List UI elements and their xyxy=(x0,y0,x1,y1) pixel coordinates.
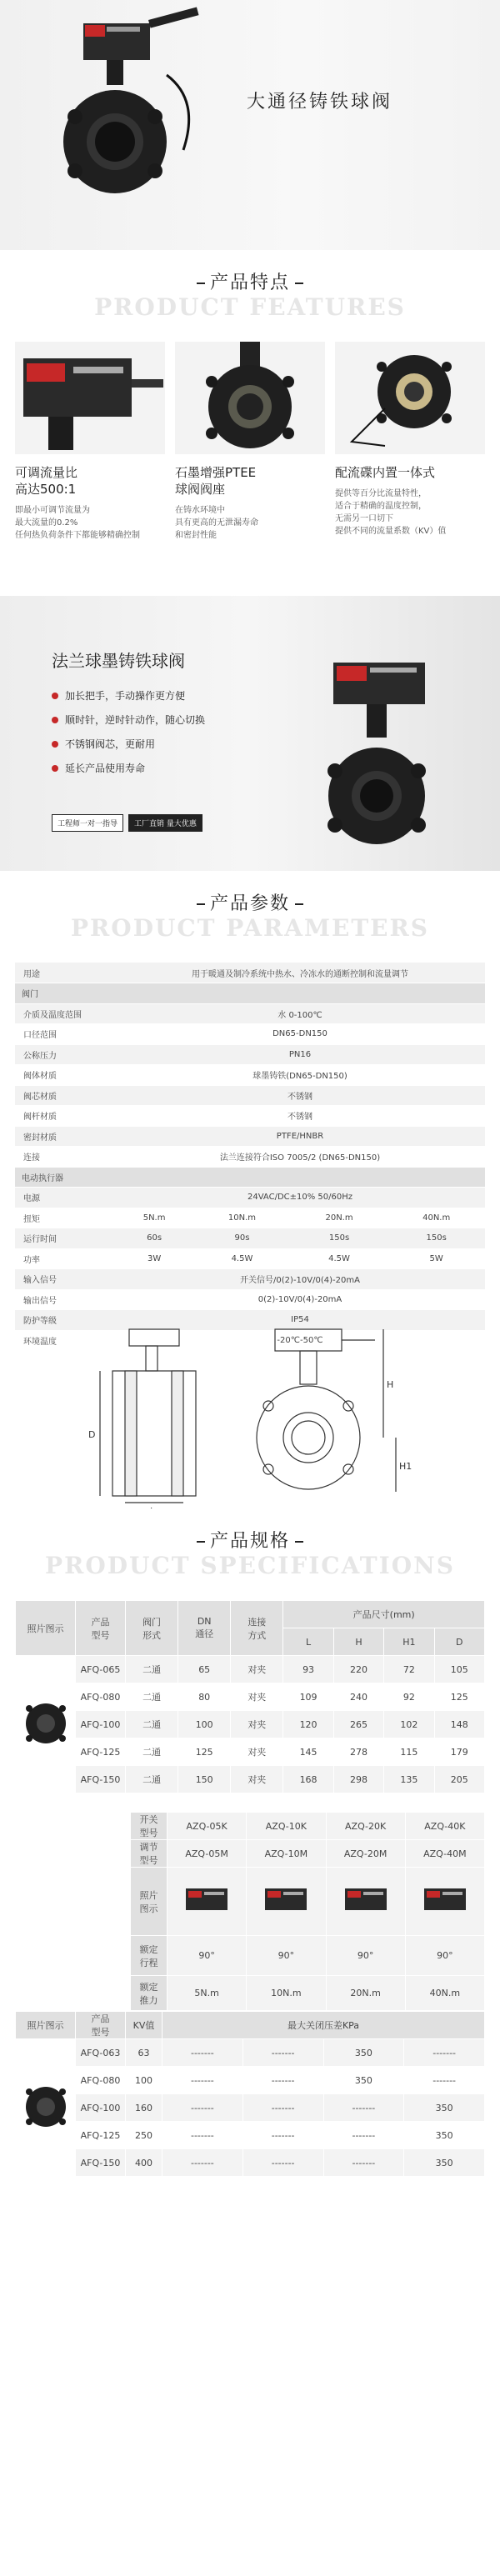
table-cell: 运行时间 xyxy=(15,1228,115,1249)
table-cell: 145 xyxy=(283,1738,333,1766)
table-cell: DN65-DN150 xyxy=(115,1024,485,1045)
dimension-drawing-svg xyxy=(0,1321,500,1508)
table-cell: AZQ-40K xyxy=(405,1813,484,1840)
table-cell: ------- xyxy=(242,2067,323,2094)
table-cell: H1 xyxy=(384,1628,434,1656)
table-row xyxy=(16,1738,485,1766)
table-cell: 10N.m xyxy=(247,1976,326,2011)
table-cell: 179 xyxy=(434,1738,484,1766)
table-cell: 开关信号/0(2)-10V/0(4)-20mA xyxy=(115,1269,485,1290)
table-cell: 150s xyxy=(291,1228,388,1249)
table-cell: 法兰连接符合ISO 7005/2 (DN65-DN150) xyxy=(115,1147,485,1168)
table-cell: 对夹 xyxy=(231,1656,283,1683)
table-cell: ------- xyxy=(323,2122,404,2149)
section-title-en: PRODUCT PARAMETERS xyxy=(70,914,430,942)
table-cell: ------- xyxy=(242,2149,323,2177)
table-cell: AZQ-40M xyxy=(405,1840,484,1868)
feature-image xyxy=(175,342,325,454)
table-row xyxy=(16,2067,485,2094)
parameters-heading xyxy=(0,871,500,963)
table-row xyxy=(15,1248,485,1269)
table-cell: 65 xyxy=(178,1656,231,1683)
features-heading xyxy=(0,250,500,342)
feature-description: 即最小可调节流量为 最大流量的0.2% 任何热负荷条件下都能够精确控制 xyxy=(15,506,140,540)
table-cell: 额定 行程 xyxy=(131,1936,168,1976)
table-cell: 对夹 xyxy=(231,1683,283,1711)
table-cell: 220 xyxy=(333,1656,383,1683)
table-cell: AZQ-05M xyxy=(168,1840,247,1868)
table-cell: AFQ-125 xyxy=(76,2122,126,2149)
table-cell: 水 0-100℃ xyxy=(115,1003,485,1024)
list-item: 加长把手，手动操作更方便 xyxy=(52,683,205,708)
table-cell: 72 xyxy=(384,1656,434,1683)
table-cell: 40N.m xyxy=(405,1976,484,2011)
table-cell: 90° xyxy=(326,1936,405,1976)
table-cell: 最大关闭压差KPa xyxy=(162,2012,485,2039)
hero-banner xyxy=(0,0,500,250)
table-cell: 功率 xyxy=(15,1248,115,1269)
table-cell: 125 xyxy=(178,1738,231,1766)
specifications-heading xyxy=(0,1508,500,1600)
table-cell: 205 xyxy=(434,1766,484,1793)
dimension-drawings xyxy=(0,1321,500,1508)
feature-card xyxy=(175,342,325,596)
table-cell: 二通 xyxy=(126,1683,178,1711)
table-cell: 10N.m xyxy=(193,1208,291,1228)
table-cell: 105 xyxy=(434,1656,484,1683)
section-title-cn: 产品特点 xyxy=(0,268,500,294)
table-header-row xyxy=(16,2012,485,2039)
table-cell: 对夹 xyxy=(231,1738,283,1766)
features-list xyxy=(0,342,500,596)
table-cell: ------- xyxy=(162,2067,243,2094)
table-row xyxy=(15,1044,485,1065)
product-photo xyxy=(16,1656,76,1793)
table-cell: 阀杆材质 xyxy=(15,1106,115,1127)
table-row xyxy=(15,1188,485,1208)
table-cell: AFQ-080 xyxy=(76,2067,126,2094)
table-row xyxy=(131,1813,485,1840)
table-cell: 160 xyxy=(126,2094,162,2122)
table-cell: 350 xyxy=(404,2122,485,2149)
table-row xyxy=(15,1289,485,1310)
section-title-en: PRODUCT SPECIFICATIONS xyxy=(45,1552,455,1579)
table-cell: 168 xyxy=(283,1766,333,1793)
table-row xyxy=(15,1003,485,1024)
table-cell: 125 xyxy=(434,1683,484,1711)
table-cell: 63 xyxy=(126,2039,162,2067)
valve-product-image xyxy=(317,654,458,863)
table-cell: 阀门 形式 xyxy=(126,1601,178,1656)
table-cell: 介质及温度范围 xyxy=(15,1003,115,1024)
actuator-photo xyxy=(247,1868,326,1936)
table-cell: 240 xyxy=(333,1683,383,1711)
table-cell: 额定 推力 xyxy=(131,1976,168,2011)
table-cell: H xyxy=(333,1628,383,1656)
table-cell: 60s xyxy=(115,1228,193,1249)
feature-title: 可调流量比 高达500:1 xyxy=(15,465,78,497)
table-cell: ------- xyxy=(162,2094,243,2122)
promo-badges xyxy=(52,814,208,832)
list-item: 不锈钢阀芯，更耐用 xyxy=(52,732,205,756)
table-cell: 产品尺寸(mm) xyxy=(283,1601,485,1628)
badge-engineer: 工程师一对一指导 xyxy=(52,814,123,832)
table-cell: ------- xyxy=(162,2039,243,2067)
table-cell: 350 xyxy=(404,2149,485,2177)
table-cell: 阀体材质 xyxy=(15,1065,115,1086)
table-cell: 用于暖通及制冷系统中热水、冷冻水的通断控制和流量调节 xyxy=(115,963,485,983)
table-cell: AFQ-150 xyxy=(76,1766,126,1793)
table-cell: D xyxy=(434,1628,484,1656)
table-cell: ------- xyxy=(323,2149,404,2177)
table-cell: ------- xyxy=(242,2039,323,2067)
table-cell: 开关 型号 xyxy=(131,1813,168,1840)
table-cell: 照片图示 xyxy=(16,2012,76,2039)
bullet-icon xyxy=(52,717,58,723)
table-cell: IP54 xyxy=(115,1310,485,1331)
actuator-photo xyxy=(405,1868,484,1936)
feature-card xyxy=(15,342,165,596)
table-cell: 109 xyxy=(283,1683,333,1711)
table-cell: 265 xyxy=(333,1711,383,1738)
table-group-row xyxy=(15,983,485,1004)
table-cell: AFQ-100 xyxy=(76,2094,126,2122)
table-cell: ------- xyxy=(242,2094,323,2122)
table-row xyxy=(131,1868,485,1936)
dim-label-h: H xyxy=(387,1379,394,1390)
table-cell: 阀芯材质 xyxy=(15,1085,115,1106)
bullet-icon xyxy=(52,741,58,748)
table-cell: AFQ-100 xyxy=(76,1711,126,1738)
table-cell: 电源 xyxy=(15,1188,115,1208)
table-cell: 90° xyxy=(247,1936,326,1976)
table-group-row xyxy=(15,1167,485,1188)
table-cell: 连接 xyxy=(15,1147,115,1168)
table-row xyxy=(131,1976,485,2011)
table-row xyxy=(16,1766,485,1793)
feature-image xyxy=(335,342,485,454)
dim-label-d: D xyxy=(88,1429,96,1440)
section-title-en: PRODUCT FEATURES xyxy=(94,293,406,321)
table-cell: 93 xyxy=(283,1656,333,1683)
feature-description: 提供等百分比流量特性， 适合于精确的温度控制， 无需另一口切下 提供不同的流量系数（KV）值 xyxy=(335,489,447,536)
table-cell: 250 xyxy=(126,2122,162,2149)
table-cell: AFQ-063 xyxy=(76,2039,126,2067)
table-cell: 连接 方式 xyxy=(231,1601,283,1656)
actuator-photo xyxy=(168,1868,247,1936)
table-cell: ------- xyxy=(162,2122,243,2149)
table-row xyxy=(16,2122,485,2149)
table-cell: 调节 型号 xyxy=(131,1840,168,1868)
table-row xyxy=(131,1840,485,1868)
table-cell: 90s xyxy=(193,1228,291,1249)
table-cell: PN16 xyxy=(115,1044,485,1065)
table-cell: 350 xyxy=(323,2067,404,2094)
table-cell: 100 xyxy=(126,2067,162,2094)
table-row xyxy=(16,2149,485,2177)
table-cell: 用途 xyxy=(15,963,115,983)
kv-table xyxy=(15,2011,485,2177)
table-cell: 阀门 xyxy=(15,983,485,1004)
table-cell: 产品 型号 xyxy=(76,2012,126,2039)
table-cell: 20N.m xyxy=(326,1976,405,2011)
table-cell: 350 xyxy=(323,2039,404,2067)
table-cell: 公称压力 xyxy=(15,1044,115,1065)
feature-card xyxy=(335,342,485,596)
section-title-cn: 产品参数 xyxy=(0,889,500,915)
spec-table-wrapper xyxy=(0,1600,500,2177)
table-cell: 环境温度 xyxy=(15,1330,115,1351)
table-cell: ------- xyxy=(323,2094,404,2122)
table-cell: 二通 xyxy=(126,1656,178,1683)
table-cell: 二通 xyxy=(126,1711,178,1738)
table-cell: 120 xyxy=(283,1711,333,1738)
table-cell: 278 xyxy=(333,1738,383,1766)
table-row xyxy=(15,1085,485,1106)
actuator-table xyxy=(130,1812,485,2011)
table-cell: 400 xyxy=(126,2149,162,2177)
promo-bullet-list xyxy=(52,683,205,780)
table-cell: 二通 xyxy=(126,1766,178,1793)
table-cell: 135 xyxy=(384,1766,434,1793)
section-title-cn: 产品规格 xyxy=(0,1527,500,1553)
table-cell: AZQ-20M xyxy=(326,1840,405,1868)
table-cell: 0(2)-10V/0(4)-20mA xyxy=(115,1289,485,1310)
table-row xyxy=(15,1126,485,1147)
table-row xyxy=(16,2094,485,2122)
table-cell: 防护等级 xyxy=(15,1310,115,1331)
table-cell: -20℃-50℃ xyxy=(115,1330,485,1351)
bullet-icon xyxy=(52,765,58,772)
table-cell: AZQ-20K xyxy=(326,1813,405,1840)
table-cell: AZQ-10K xyxy=(247,1813,326,1840)
table-cell: 298 xyxy=(333,1766,383,1793)
table-cell: 5N.m xyxy=(115,1208,193,1228)
table-cell: 90° xyxy=(168,1936,247,1976)
table-row xyxy=(16,2039,485,2067)
badge-factory: 工厂直销 量大优惠 xyxy=(128,814,202,832)
table-cell: 口径范围 xyxy=(15,1024,115,1045)
parameters-table-wrapper xyxy=(0,963,500,1347)
table-cell: 5W xyxy=(388,1248,485,1269)
feature-title: 配流碟内置一体式 xyxy=(335,465,436,480)
table-cell: 102 xyxy=(384,1711,434,1738)
table-cell: 5N.m xyxy=(168,1976,247,2011)
table-cell: 115 xyxy=(384,1738,434,1766)
table-cell: 350 xyxy=(404,2094,485,2122)
dim-label-h1: H1 xyxy=(399,1461,412,1472)
table-cell: KV值 xyxy=(126,2012,162,2039)
product-photo xyxy=(16,2039,76,2177)
table-row xyxy=(16,1683,485,1711)
table-cell: AFQ-150 xyxy=(76,2149,126,2177)
bullet-icon xyxy=(52,693,58,699)
table-row xyxy=(15,1228,485,1249)
list-item: 顺时针，逆时针动作，随心切换 xyxy=(52,708,205,732)
table-row xyxy=(15,1065,485,1086)
table-cell: PTFE/HNBR xyxy=(115,1126,485,1147)
table-row xyxy=(15,1208,485,1228)
table-cell: AFQ-125 xyxy=(76,1738,126,1766)
table-header-row xyxy=(16,1601,485,1628)
promo-banner xyxy=(0,596,500,871)
table-row xyxy=(16,1711,485,1738)
table-row xyxy=(15,1024,485,1045)
table-cell: 输出信号 xyxy=(15,1289,115,1310)
spec-table xyxy=(15,1600,485,1793)
table-cell: 148 xyxy=(434,1711,484,1738)
promo-title: 法兰球墨铸铁球阀 xyxy=(52,651,185,671)
table-cell: 150 xyxy=(178,1766,231,1793)
table-cell: AZQ-05K xyxy=(168,1813,247,1840)
feature-title: 石墨增强PTEE 球阀阀座 xyxy=(175,465,257,497)
table-cell: 20N.m xyxy=(291,1208,388,1228)
feature-image xyxy=(15,342,165,454)
table-cell: 密封材质 xyxy=(15,1126,115,1147)
table-cell: ------- xyxy=(404,2067,485,2094)
table-row xyxy=(15,1106,485,1127)
table-cell: ------- xyxy=(162,2149,243,2177)
table-cell: 80 xyxy=(178,1683,231,1711)
table-cell: 40N.m xyxy=(388,1208,485,1228)
table-row xyxy=(15,1147,485,1168)
table-cell: 球墨铸铁(DN65-DN150) xyxy=(115,1065,485,1086)
feature-description: 在铸水环境中 具有更高的无泄漏寿命 和密封性能 xyxy=(175,506,258,540)
table-row xyxy=(15,1269,485,1290)
table-cell: 4.5W xyxy=(291,1248,388,1269)
table-cell: 二通 xyxy=(126,1738,178,1766)
valve-product-image xyxy=(58,8,225,242)
table-cell: ------- xyxy=(242,2122,323,2149)
table-row xyxy=(16,1656,485,1683)
parameters-table xyxy=(15,963,485,1351)
table-cell: 150s xyxy=(388,1228,485,1249)
table-row xyxy=(131,1936,485,1976)
table-cell: 扭矩 xyxy=(15,1208,115,1228)
table-cell: AZQ-10M xyxy=(247,1840,326,1868)
table-cell: 产品 型号 xyxy=(76,1601,126,1656)
table-cell: 输入信号 xyxy=(15,1269,115,1290)
table-cell: 电动执行器 xyxy=(15,1167,485,1188)
table-row xyxy=(15,963,485,983)
table-cell: 照片 图示 xyxy=(131,1868,168,1936)
table-cell: 90° xyxy=(405,1936,484,1976)
table-cell: 24VAC/DC±10% 50/60Hz xyxy=(115,1188,485,1208)
table-cell: 3W xyxy=(115,1248,193,1269)
table-cell: 对夹 xyxy=(231,1766,283,1793)
table-cell: 100 xyxy=(178,1711,231,1738)
table-cell: DN 通径 xyxy=(178,1601,231,1656)
table-cell: 对夹 xyxy=(231,1711,283,1738)
table-cell: AFQ-080 xyxy=(76,1683,126,1711)
table-cell: 4.5W xyxy=(193,1248,291,1269)
table-cell: 不锈钢 xyxy=(115,1106,485,1127)
table-cell: ------- xyxy=(404,2039,485,2067)
table-cell: L xyxy=(283,1628,333,1656)
table-cell: 不锈钢 xyxy=(115,1085,485,1106)
page-title: 大通径铸铁球阀 xyxy=(247,92,393,113)
actuator-photo xyxy=(326,1868,405,1936)
list-item: 延长产品使用寿命 xyxy=(52,756,205,780)
table-cell: 92 xyxy=(384,1683,434,1711)
table-cell: AFQ-065 xyxy=(76,1656,126,1683)
table-cell: 照片图示 xyxy=(16,1601,76,1656)
